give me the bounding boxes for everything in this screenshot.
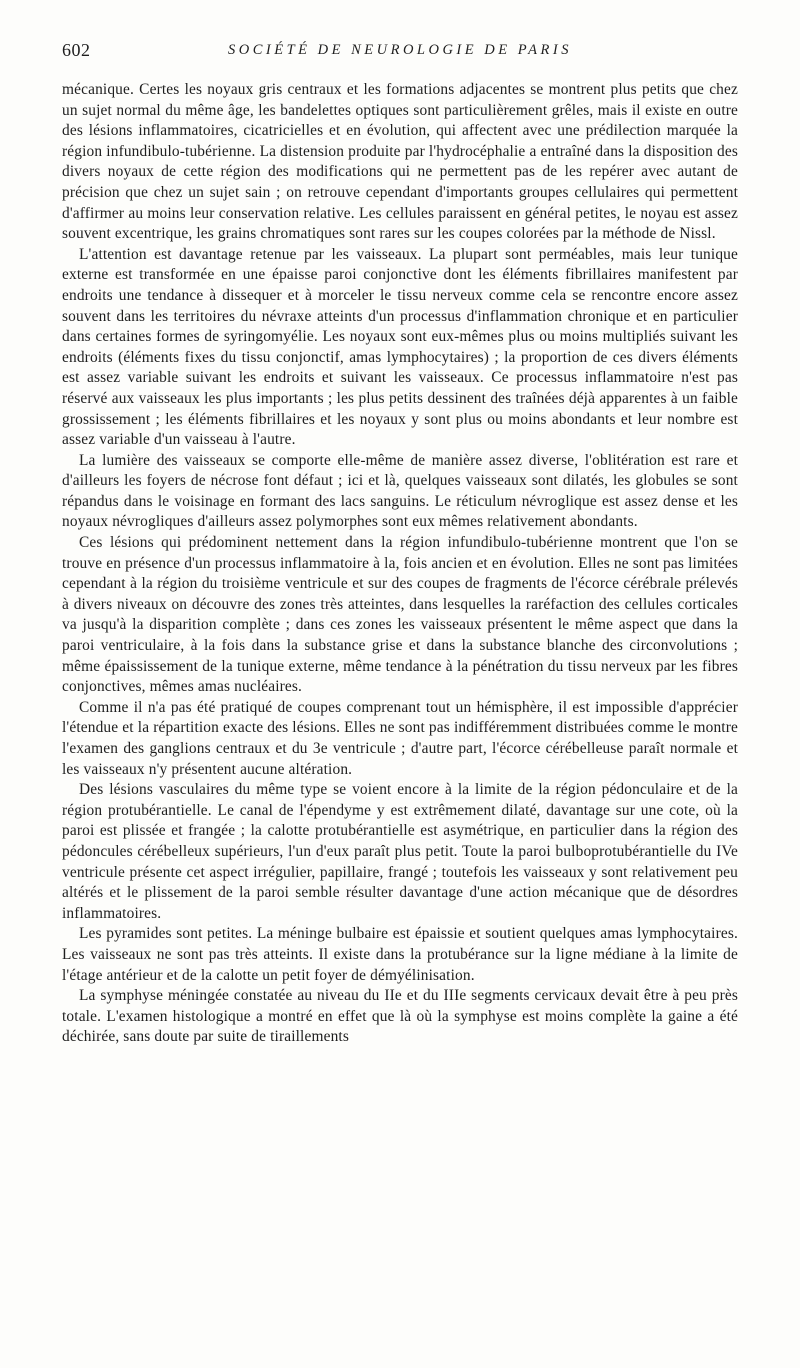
paragraph-7: Les pyramides sont petites. La méninge bulbaire est épaissie et soutient quelques amas lymphocytaires. Les vaisseaux ne sont pas très atteints. Il existe dans la protubérance sur la ligne médiane à la limite de l'étage antérieur et de la calotte un petit foyer de démyélinisation. (62, 925, 738, 984)
paragraph-2: L'attention est davantage retenue par les vaisseaux. La plupart sont perméables, mais leur tunique externe est transformée en une épaisse paroi conjonctive dont les éléments fibrillaires manifestent par endroits une tendance à dissequer et à morceler le tissu nerveux comme cela se rencontre encore assez souvent dans les territoires du névraxe atteints d'un processus d'inflammation chronique et en particulier dans certaines formes de syringomyélie. Les noyaux sont eux-mêmes plus ou moins multipliés suivant les endroits (éléments fixes du tissu conjonctif, amas lymphocytaires) ; la proportion de ces divers éléments est assez variable suivant les endroits et suivant les vaisseaux. Ce processus inflammatoire n'est pas réservé aux vaisseaux les plus importants ; les plus petits dessinent des traînées déjà apparentes à un faible grossissement ; les éléments fibrillaires et les noyaux y sont plus ou moins abondants et leur nombre est assez variable d'un vaisseau à l'autre. (62, 245, 738, 449)
running-header (62, 40, 738, 64)
paragraph-5: Comme il n'a pas été pratiqué de coupes comprenant tout un hémisphère, il est impossible d'apprécier l'étendue et la répartition exacte des lésions. Elles ne sont pas indifféremment distribuées comme le montre l'examen des ganglions centraux et du 3e ventricule ; d'autre part, l'écorce cérébelleuse paraît normale et les vaisseaux n'y présentent aucune altération. (62, 698, 738, 778)
paragraph-4: Ces lésions qui prédominent nettement dans la région infundibulo-tubérienne montrent que l'on se trouve en présence d'un processus inflammatoire à la, fois ancien et en évolution. Elles ne sont pas limitées cependant à la région du troisième ventricule et sur des coupes de fragments de l'écorce cérébrale prélevés à divers niveaux on découvre des zones très atteintes, dans lesquelles la raréfaction des cellules corticales va jusqu'à la disparition complète ; dans ces zones les vaisseaux présentent le même aspect que dans la paroi ventriculaire, à la fois dans la substance grise et dans la substance blanche des circonvolutions ; même épaississement de la tunique externe, même tendance à la pénétration du tissu nerveux par les fibres conjonctives, mêmes amas nucléaires. (62, 534, 738, 696)
paragraph-8: La symphyse méningée constatée au niveau du IIe et du IIIe segments cervicaux devait être à peu près totale. L'examen histologique a montré en effet que là où la symphyse est moins complète la gaine a été déchirée, sans doute par suite de tiraillements (62, 987, 738, 1046)
body-text (62, 80, 738, 1048)
paragraph-3: La lumière des vaisseaux se comporte elle-même de manière assez diverse, l'oblitération est rare et d'ailleurs les foyers de nécrose font défaut ; ici et là, quelques vaisseaux sont dilatés, les globules se sont répandus dans le voisinage en formant des lacs sanguins. Le réticulum névroglique est assez dense et les noyaux névrogliques d'ailleurs assez polymorphes sont eux mêmes relativement abondants. (62, 451, 738, 531)
journal-title: SOCIÉTÉ DE NEUROLOGIE DE PARIS (228, 42, 572, 58)
paragraph-1: mécanique. Certes les noyaux gris centraux et les formations adjacentes se montrent plus petits que chez un sujet normal du même âge, les bandelettes optiques sont particulièrement grêles, mais il existe en outre des lésions inflammatoires, cicatricielles et en évolution, qui affectent avec une prédilection marquée la région infundibulo-tubérienne. La distension produite par l'hydrocéphalie a entraîné dans la disposition des divers noyaux de cette région des modifications qui ne permettent pas de les repérer avec autant de précision que chez un sujet sain ; on retrouve cependant d'importants groupes cellulaires qui permettent d'affirmer au moins leur conservation relative. Les cellules paraissent en général petites, le noyau est assez souvent excentrique, les grains chromatiques sont rares sur les coupes colorées par la méthode de Nissl. (62, 81, 738, 243)
paragraph-6: Des lésions vasculaires du même type se voient encore à la limite de la région pédonculaire et de la région protubérantielle. Le canal de l'épendyme y est extrêmement dilaté, davantage sur une cote, où la paroi est plissée et frangée ; la calotte protubérantielle est asymétrique, en particulier dans la région des pédoncules cérébelleux supérieurs, l'un d'eux paraît plus petit. Toute la paroi bulboprotubérantielle du IVe ventricule présente cet aspect irrégulier, papillaire, frangé ; toutefois les vaisseaux y sont relativement peu altérés et le plissement de la paroi semble résulter davantage d'une action mécanique que de désordres inflammatoires. (62, 781, 738, 922)
page-number: 602 (62, 40, 91, 60)
